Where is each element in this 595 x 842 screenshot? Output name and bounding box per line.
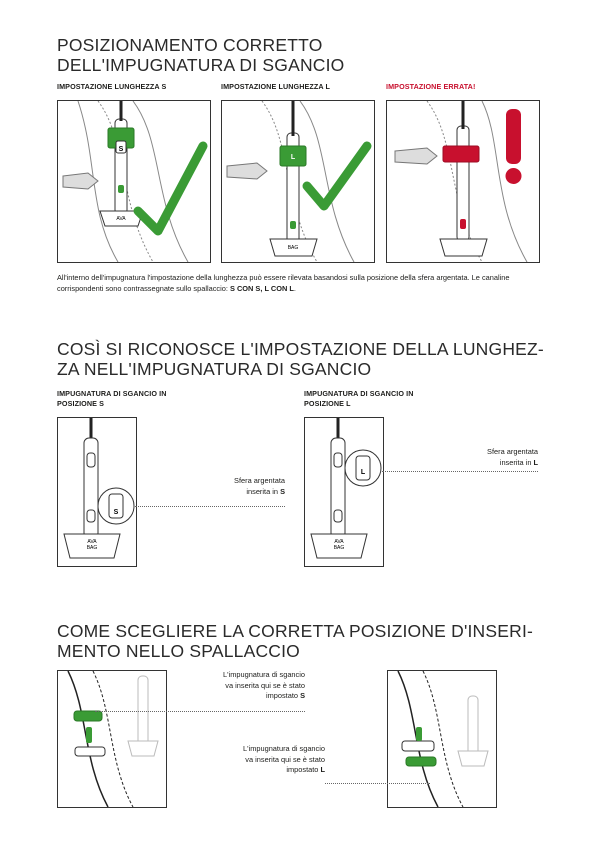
label-length-l: IMPOSTAZIONE LUNGHEZZA L <box>221 82 331 91</box>
leader-line-strap-s <box>95 711 305 712</box>
note-silver-ball-s <box>185 476 285 497</box>
brand-mark: BAG <box>287 245 299 251</box>
l-letter: L <box>360 469 366 476</box>
strap-l-illustration <box>388 671 496 807</box>
l-letter: L <box>290 154 296 161</box>
setting-l-illustration <box>222 101 374 262</box>
wrong-setting-illustration <box>387 101 539 262</box>
section1-body <box>57 273 538 294</box>
note-insert-l-line3: impostato <box>286 765 321 774</box>
section2-title-line1: COSÌ SI RICONOSCE L'IMPOSTAZIONE DELLA LUNGHEZ- <box>57 339 544 359</box>
exclamation-dot-icon <box>506 168 522 184</box>
section2-title <box>57 339 544 379</box>
panel-setting-s <box>57 100 211 263</box>
section1-body-text: All'interno dell'impugnatura l'impostazione della lunghezza può essere rilevata basandosi sulla posizione della sfera argentata. Le canaline corrispondenti sono contrassegnate sullo spallaccio: <box>57 273 510 293</box>
exclamation-icon <box>506 109 521 164</box>
note-insert-s <box>175 670 305 702</box>
leader-line-s <box>135 506 285 507</box>
note-s-line1: Sfera argentata <box>234 476 285 485</box>
section1-title <box>57 35 345 75</box>
checkmark-icon <box>307 146 367 206</box>
panel-strap-s <box>57 670 167 808</box>
note-l-line1: Sfera argentata <box>487 447 538 456</box>
leader-line-l <box>382 471 538 472</box>
label-handle-s-line2: POSIZIONE S <box>57 398 105 408</box>
note-l-bold: L <box>533 457 538 467</box>
note-s-line2: inserita in <box>246 486 281 496</box>
label-handle-s <box>57 389 167 408</box>
s-letter: S <box>113 509 119 516</box>
note-insert-l <box>225 744 325 776</box>
label-handle-l <box>304 389 414 408</box>
brand-mark-bottom: BAG <box>333 545 345 551</box>
note-insert-s-line1: L'impugnatura di sgancio <box>223 670 305 679</box>
label-handle-l-line1: IMPUGNATURA DI SGANCIO IN <box>304 389 414 398</box>
section1-body-suffix: . <box>293 283 296 293</box>
leader-line-strap-l <box>325 783 430 784</box>
note-insert-l-line2: va inserita qui se è stato <box>245 754 325 764</box>
label-length-s: IMPOSTAZIONE LUNGHEZZA S <box>57 82 167 91</box>
panel-wrong-setting <box>386 100 540 263</box>
label-wrong-setting: IMPOSTAZIONE ERRATA! <box>386 82 476 91</box>
label-handle-l-line2: POSIZIONE L <box>304 398 351 408</box>
brand-mark: AVA <box>116 216 126 222</box>
section1-title-line1: POSIZIONAMENTO CORRETTO <box>57 35 323 55</box>
section3-title-line1: COME SCEGLIERE LA CORRETTA POSIZIONE D'INSERI- <box>57 621 534 641</box>
section1-title-line2: DELL'IMPUGNATURA DI SGANCIO <box>57 55 345 75</box>
checkmark-icon <box>138 146 203 231</box>
section2-title-line2: ZA NELL'IMPUGNATURA DI SGANCIO <box>57 359 372 379</box>
panel-handle-l <box>304 417 384 567</box>
brand-mark-top: AVA <box>87 539 97 545</box>
s-letter: S <box>118 146 124 153</box>
note-insert-s-line2: va inserita qui se è stato <box>225 680 305 690</box>
note-l-line2: inserita in <box>499 457 534 467</box>
section1-body-bold: S CON S, L CON L <box>229 283 294 293</box>
setting-s-illustration <box>58 101 210 262</box>
section3-title <box>57 621 533 661</box>
panel-handle-s <box>57 417 137 567</box>
label-handle-s-line1: IMPUGNATURA DI SGANCIO IN <box>57 389 167 398</box>
handle-l-illustration <box>305 418 383 566</box>
note-silver-ball-l <box>438 447 538 468</box>
brand-mark-bottom: BAG <box>86 545 98 551</box>
note-insert-l-bold: L <box>320 765 325 774</box>
note-insert-s-bold: S <box>300 691 305 700</box>
note-s-bold: S <box>280 486 285 496</box>
panel-strap-l <box>387 670 497 808</box>
panel-setting-l <box>221 100 375 263</box>
note-insert-s-line3: impostato <box>265 691 301 700</box>
note-insert-l-line1: L'impugnatura di sgancio <box>243 744 325 753</box>
handle-s-illustration <box>58 418 136 566</box>
brand-mark-top: AVA <box>334 539 344 545</box>
strap-s-illustration <box>58 671 166 807</box>
section3-title-line2: MENTO NELLO SPALLACCIO <box>57 641 300 661</box>
